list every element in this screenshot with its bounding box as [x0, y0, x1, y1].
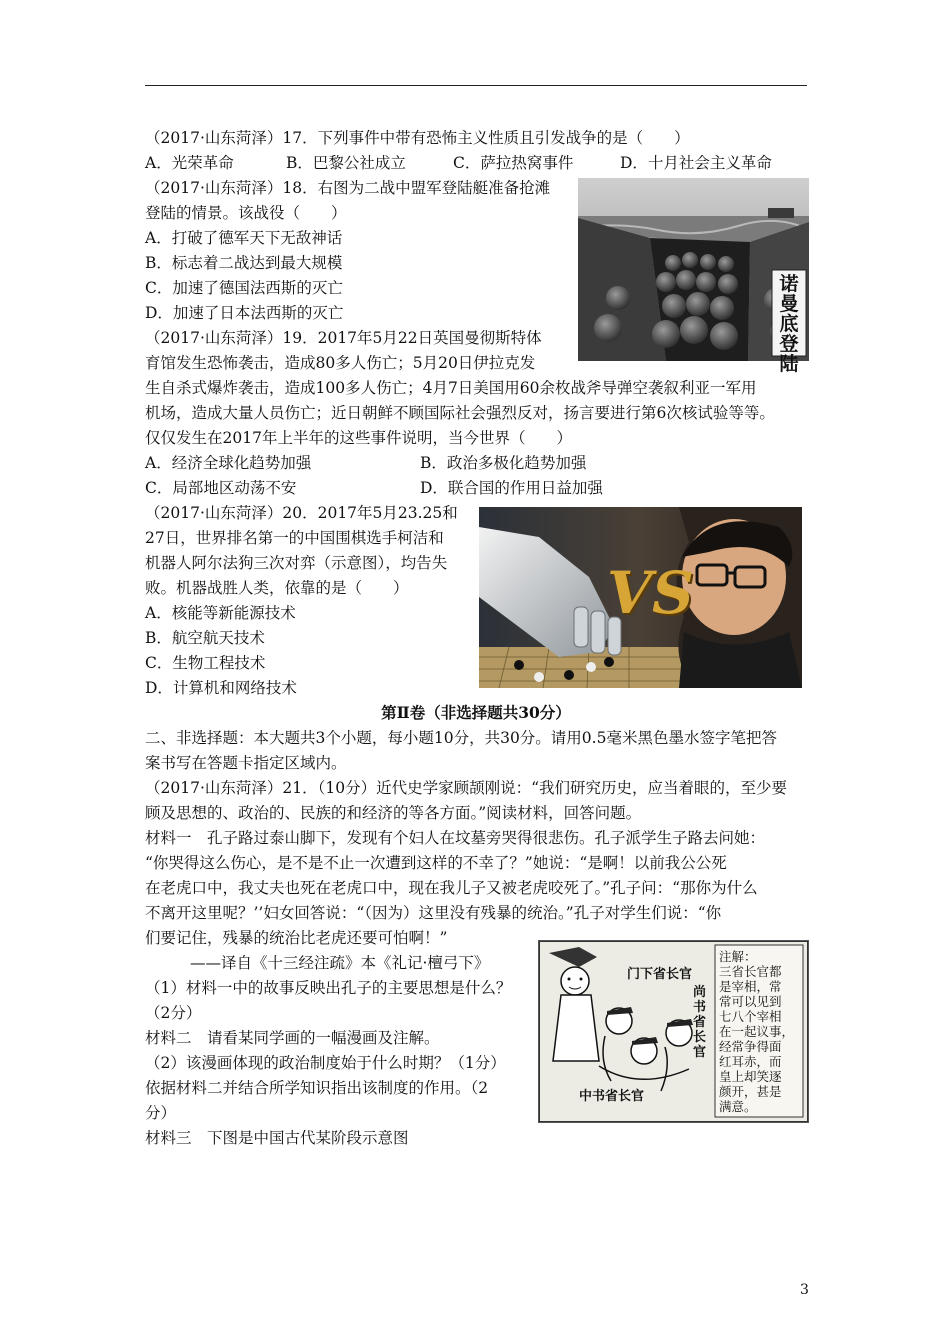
label-menxia: 门下省长官: [627, 967, 693, 982]
q21-stem-line: 顾及思想的、政治的、民族的和经济的等各方面。”阅读材料，回答问题。: [145, 804, 642, 822]
label-shangshu: 尚书省长官: [693, 985, 707, 1060]
material-3: 材料三 下图是中国古代某阶段示意图: [145, 1129, 409, 1147]
normandy-landing-photo: [578, 178, 809, 375]
q19-option-a: A．经济全球化趋势加强: [145, 454, 312, 472]
note-line: 颜开，甚是: [719, 1084, 782, 1099]
vs-text: VS: [607, 559, 694, 627]
ke-jie-vs-alphago-image: [479, 507, 802, 688]
q20-option-d: D．计算机和网络技术: [145, 679, 297, 697]
part2-intro-line: 二、非选择题：本大题共3个小题，每小题10分，共30分。请用0.5毫米黑色墨水签字笔把答: [145, 729, 777, 747]
q17-stem: （2017·山东菏泽）17．下列事件中带有恐怖主义性质且引发战争的是（ ）: [145, 129, 690, 147]
material-1-line: 们要记住，残暴的统治比老虎还要可怕啊！”: [145, 929, 448, 947]
note-line: 满意。: [719, 1099, 757, 1114]
q17-option-a: A．光荣革命: [145, 154, 234, 172]
q20-stem-line: 27日，世界排名第一的中国围棋选手柯洁和: [145, 529, 444, 547]
material-1-line: 不离开这里呢？’’妇女回答说：“（因为）这里没有残暴的统治。”孔子对学生们说：“你: [145, 904, 722, 922]
photo-caption: 诺曼底登陆: [779, 273, 799, 375]
q19-option-b: B．政治多极化趋势加强: [420, 454, 587, 472]
sub-question-1-line: （2分）: [145, 1004, 202, 1022]
q20-stem-line: 败。机器战胜人类，依靠的是（ ）: [145, 579, 409, 597]
q19-option-d: D．联合国的作用日益加强: [420, 479, 603, 497]
note-line: 七八个宰相: [719, 1009, 782, 1024]
q19-stem-line: 机场，造成大量人员伤亡；近日朝鲜不顾国际社会强烈反对，扬言要进行第6次核试验等等。: [145, 404, 775, 422]
q17-option-d: D．十月社会主义革命: [620, 154, 772, 172]
q18-option-a: A．打破了德军天下无敌神话: [145, 229, 343, 247]
q17-option-c: C．萨拉热窝事件: [453, 154, 574, 172]
q18-option-d: D．加速了日本法西斯的灭亡: [145, 304, 344, 322]
note-line: 三省长官都: [719, 964, 782, 979]
q18-option-b: B．标志着二战达到最大规模: [145, 254, 343, 272]
note-line: 在一起议事，: [719, 1024, 795, 1039]
page-number: 3: [800, 1282, 809, 1298]
sub-question-2-line: 依据材料二并结合所学知识指出该制度的作用。（2: [145, 1079, 489, 1097]
material-1-line: “你哭得这么伤心，是不是不止一次遭到这样的不幸了？”她说：“是啊！以前我公公死: [145, 854, 727, 872]
note-line: 常可以见到: [719, 994, 782, 1009]
q20-stem-line: 机器人阿尔法狗三次对弈（示意图），均告失: [145, 554, 448, 572]
part2-intro-line: 案书写在答题卡指定区域内。: [145, 754, 347, 772]
note-line: 皇上却笑逐: [719, 1069, 782, 1084]
q17-option-b: B．巴黎公社成立: [286, 154, 406, 172]
q19-stem-line: 生自杀式爆炸袭击，造成100多人伤亡；4月7日美国用60余枚战斧导弹空袭叙利亚一军用: [145, 379, 757, 397]
q20-stem-line: （2017·山东菏泽）20．2017年5月23.25和: [145, 504, 458, 522]
q19-stem-line: 仅仅发生在2017年上半年的这些事件说明，当今世界（ ）: [145, 429, 572, 447]
note-line: 红耳赤，而: [719, 1054, 782, 1069]
q19-stem-line: 育馆发生恐怖袭击，造成80多人伤亡；5月20日伊拉克发: [145, 354, 536, 372]
sub-question-2-line: （2）该漫画体现的政治制度始于什么时期？（1分）: [145, 1054, 506, 1072]
q20-option-c: C．生物工程技术: [145, 654, 266, 672]
sub-question-1-line: （1）材料一中的故事反映出孔子的主要思想是什么？: [145, 979, 512, 997]
note-line: 注解：: [719, 949, 757, 964]
material-2: 材料二 请看某同学画的一幅漫画及注解。: [145, 1029, 440, 1047]
q20-option-b: B．航空航天技术: [145, 629, 265, 647]
material-1-line: 在老虎口中，我丈夫也死在老虎口中，现在我儿子又被老虎咬死了。”孔子问：“那你为什么: [145, 879, 758, 897]
header-rule: [145, 85, 807, 86]
q19-option-c: C．局部地区动荡不安: [145, 479, 297, 497]
label-zhongshu: 中书省长官: [579, 1089, 645, 1104]
q18-stem-line: （2017·山东菏泽）18．右图为二战中盟军登陆艇准备抢滩: [145, 179, 551, 197]
q19-stem-line: （2017·山东菏泽）19．2017年5月22日英国曼彻斯特体: [145, 329, 542, 347]
sub-question-2-line: 分）: [145, 1104, 177, 1122]
q18-option-c: C．加速了德国法西斯的灭亡: [145, 279, 343, 297]
material-1-line: 材料一 孔子路过泰山脚下，发现有个妇人在坟墓旁哭得很悲伤。孔子派学生子路去问她：: [145, 829, 766, 847]
note-line: 是宰相，常: [719, 979, 782, 994]
material-1-source: ——译自《十三经注疏》本《礼记·檀弓下》: [190, 954, 490, 972]
note-line: 经常争得面: [719, 1039, 782, 1054]
q18-stem-line: 登陆的情景。该战役（ ）: [145, 204, 347, 222]
q21-stem-line: （2017·山东菏泽）21．（10分）近代史学家顾颉刚说：“我们研究历史，应当着眼的，至少要: [145, 779, 787, 797]
part2-title: 第Ⅱ卷（非选择题共30分）: [381, 703, 571, 722]
three-departments-cartoon: [538, 940, 809, 1123]
q20-option-a: A．核能等新能源技术: [145, 604, 296, 622]
cartoon-note: [719, 949, 803, 1114]
